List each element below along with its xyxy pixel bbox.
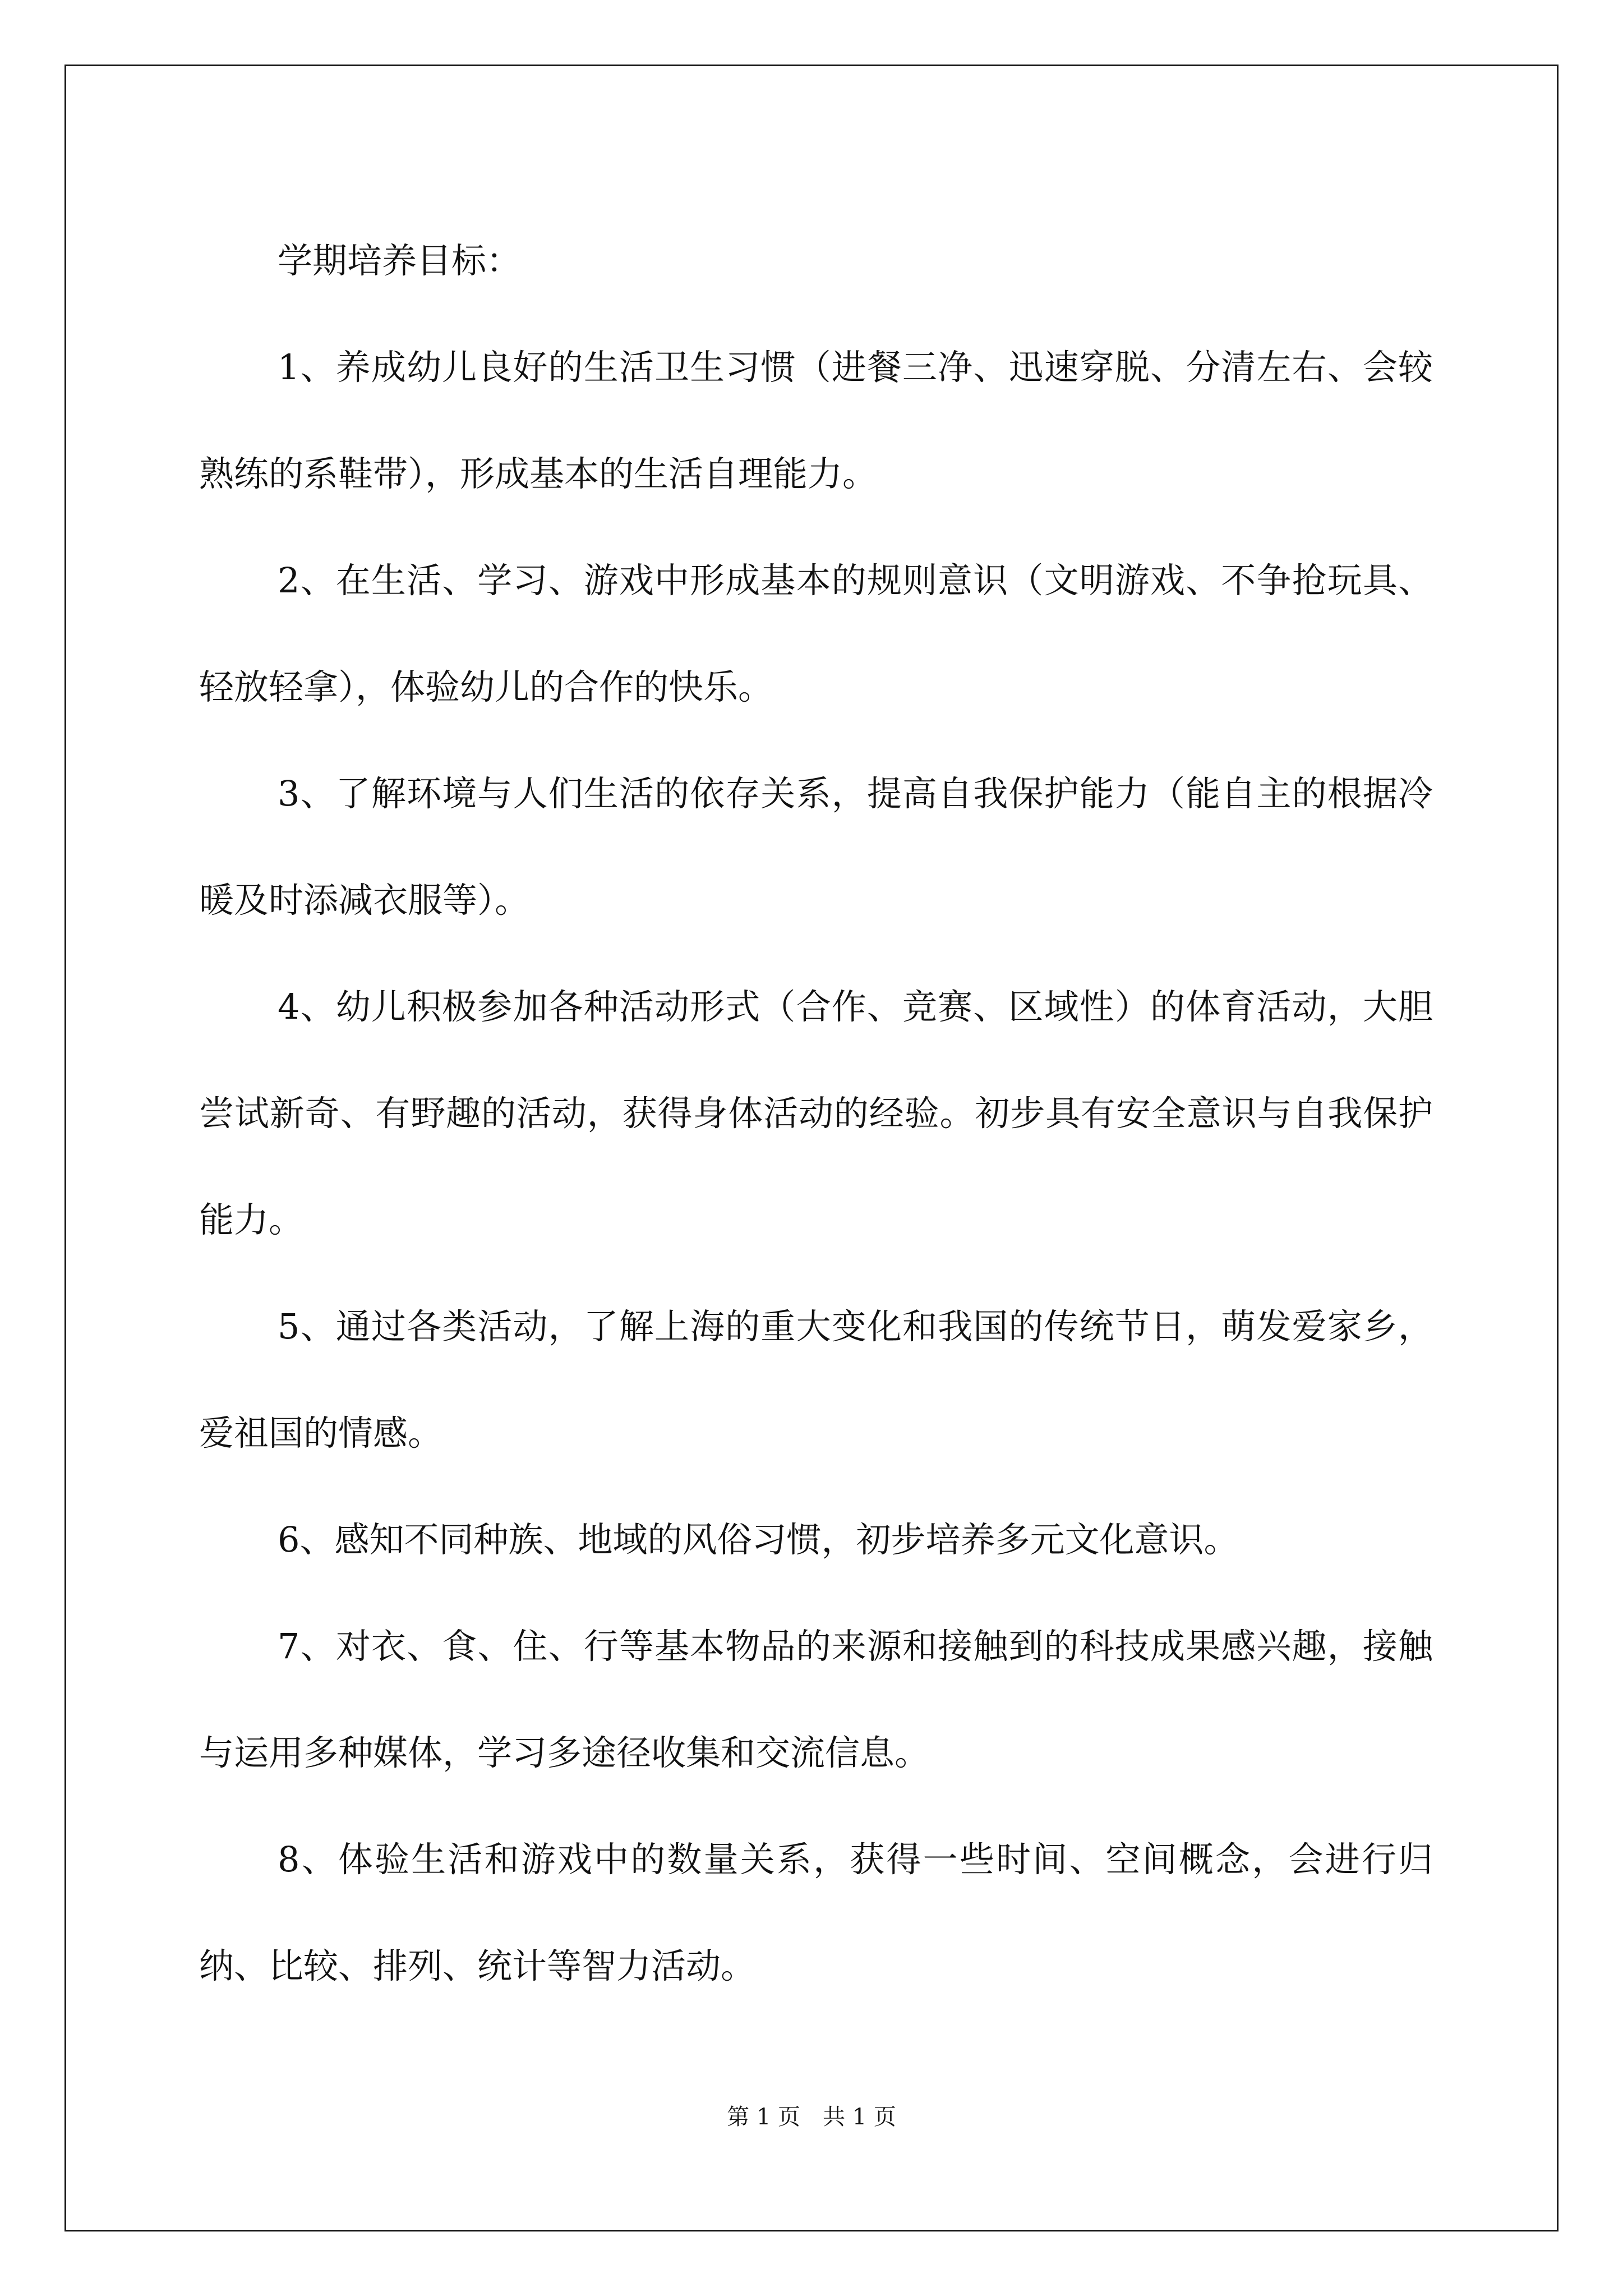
goal-item-6: 6、感知不同种族、地域的风俗习惯，初步培养多元文化意识。 [278,1519,1239,1560]
goal-item-7: 7、对衣、食、住、行等基本物品的来源和接触到的科技成果感兴趣，接触与运用多种媒体，学习多途径收集和交流信息。 [199,1626,1433,1773]
goal-item-1: 1、养成幼儿良好的生活卫生习惯（进餐三净、迅速穿脱、分清左右、会较熟练的系鞋带），形成基本的生活自理能力。 [199,347,1433,494]
goal-item-4: 4、幼儿积极参加各种活动形式（合作、竞赛、区域性）的体育活动，大胆尝试新奇、有野趣的活动，获得身体活动的经验。初步具有安全意识与自我保护能力。 [199,986,1433,1240]
goal-item-5: 5、通过各类活动，了解上海的重大变化和我国的传统节日，萌发爱家乡，爱祖国的情感。 [199,1306,1433,1453]
goal-item-8: 8、体验生活和游戏中的数量关系，获得一些时间、空间概念，会进行归纳、比较、排列、统计等智力活动。 [199,1839,1433,1986]
section-heading: 学期培养目标： [278,240,522,281]
document-body [199,208,1433,2019]
goal-item-2: 2、在生活、学习、游戏中形成基本的规则意识（文明游戏、不争抢玩具、轻放轻拿），体验幼儿的合作的快乐。 [199,560,1433,707]
goal-item-3: 3、了解环境与人们生活的依存关系，提高自我保护能力（能自主的根据冷暖及时添减衣服等）。 [199,773,1433,921]
page-number-footer: 第 1 页 共 1 页 [727,2104,896,2130]
